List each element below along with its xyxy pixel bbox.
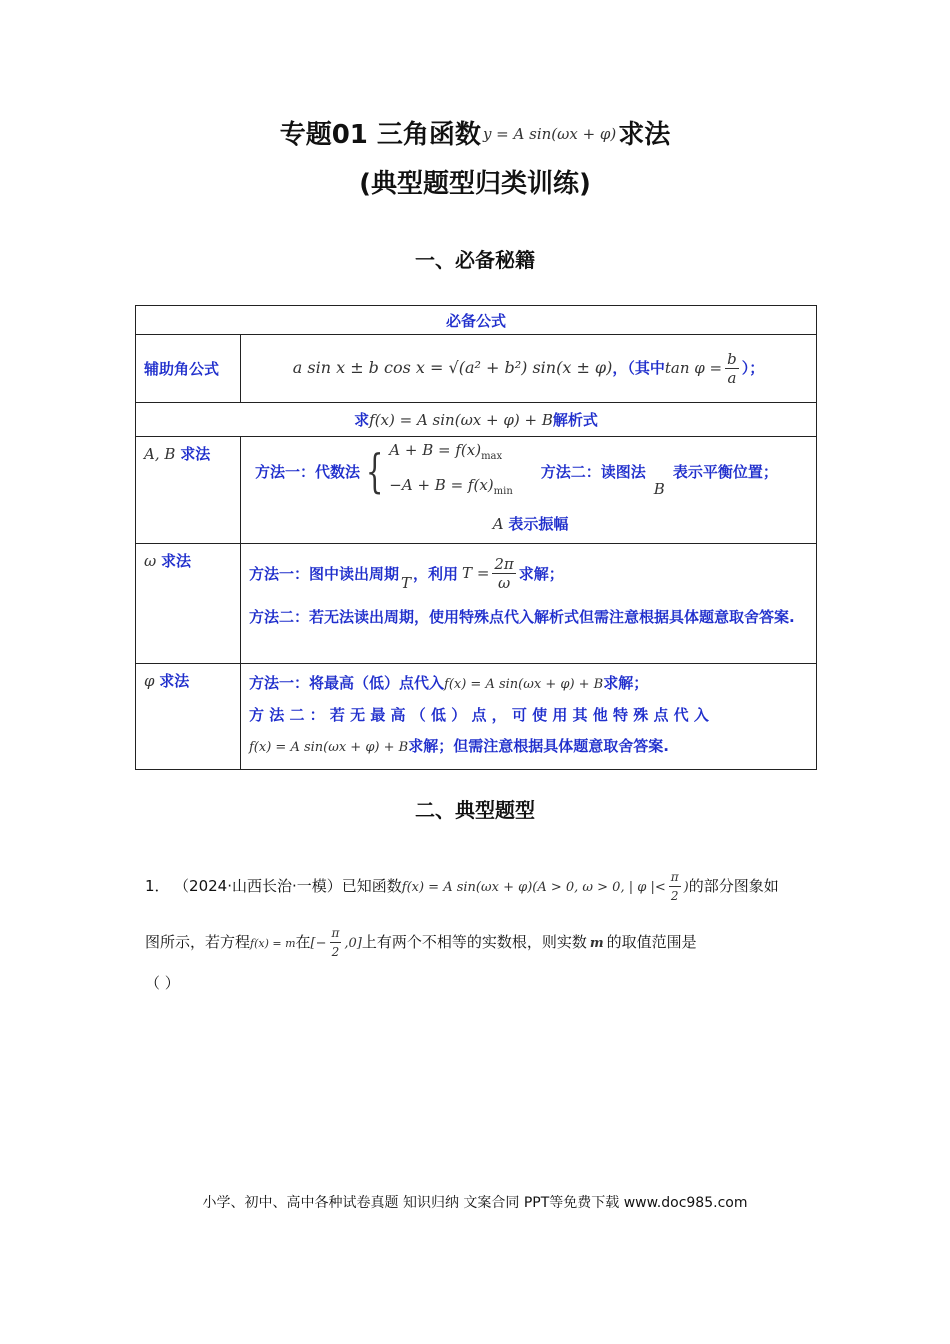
b-meaning: 表示平衡位置；	[672, 462, 778, 481]
omega-label: ω 求法	[136, 544, 241, 664]
answer-paren: （ ）	[145, 974, 180, 992]
table-header: 必备公式	[136, 306, 817, 335]
equation-f-eq-m: f(x) = m	[250, 937, 296, 950]
section-heading-2: 二、典型题型	[415, 798, 535, 822]
question-function: f(x) = A sin(ωx + φ)(A > 0, ω > 0, | φ |<	[401, 880, 666, 895]
omega-methods: 方法一：图中读出周期 T ，利用 T = $\frac{2\pi}{\omega}$ 求解； 方法二：若无法读出周期，使用特殊点代入解析式但需注意根据具体题意取舍答案.	[241, 544, 817, 664]
question-number: 1．	[145, 877, 170, 895]
phi-methods: 方法一：将最高（低）点代入f(x) = A sin(ωx + φ) + B求解； 方 法 二 ： 若 无 最 高 （ 低 ） 点 ， 可 使 用 其 他 特 殊 点 代 入 f(x) = A sin(ωx + φ) + B求解；但需注意根据具体题意取舍答案.	[241, 664, 817, 770]
ab-method-2: 方法二：读图法	[540, 462, 646, 481]
tan-expr: tan φ =	[664, 359, 723, 377]
ab-system: $A + B = f(x)_{max}$ $-A + B = f(x)_{min}$	[389, 441, 513, 497]
page-title	[0, 116, 950, 153]
b-symbol: B	[653, 480, 665, 498]
b-over-a-fraction: $\frac{b}{a}$	[727, 350, 737, 387]
page-subtitle: (典型题型归类训练)	[359, 169, 591, 199]
ab-label: A, B 求法	[136, 437, 241, 544]
aux-angle-label: 辅助角公式	[136, 335, 241, 403]
interval-pi-over-2: $\frac{\pi}{2}$	[331, 926, 340, 959]
omega-method-1: 方法一：图中读出周期	[249, 564, 400, 583]
ab-method-1: 方法一：代数法	[255, 462, 361, 481]
aux-angle-formula-cell	[241, 335, 817, 403]
phi-method-1: 方法一：将最高（低）点代入	[249, 674, 445, 692]
a-meaning: 表示振幅	[508, 515, 569, 533]
ab-methods: 方法一：代数法 { $A + B = f(x)_{max}$ $-A + B = f(x)_{min}$ 方法二：读图法 B 表示平衡位置； A 表示振幅	[241, 437, 817, 544]
solve-formula: f(x) = A sin(ωx + φ) + B	[369, 411, 553, 429]
formula-table	[135, 305, 817, 770]
title-formula: y = A sin(ωx + φ)	[482, 125, 617, 143]
title-prefix: 专题01 三角函数	[279, 120, 481, 150]
period-fraction: $\frac{2\pi}{\omega}$	[494, 554, 514, 592]
phi-method-2: 方 法 二 ： 若 无 最 高 （ 低 ） 点 ， 可 使 用 其 他 特 殊 点 代 入	[249, 706, 709, 724]
aux-angle-formula: a sin x ± b cos x = √(a² + b²) sin(x ± φ)	[292, 358, 613, 377]
pi-over-2: $\frac{\pi}{2}$	[670, 870, 679, 903]
aux-note-prefix: ，（其中	[612, 359, 665, 377]
aux-note-suffix: ）；	[741, 359, 765, 377]
omega-method-2: 方法二：若无法读出周期，使用特殊点代入解析式但需注意根据具体题意取舍答案.	[249, 608, 795, 626]
question-line-1: 1． （2024·山西长治·一模）已知函数f(x) = A sin(ωx + φ)(A > 0, ω > 0, | φ |< $\frac{\pi}{2}$ )的部分图象如	[145, 870, 779, 903]
section-heading-1: 一、必备秘籍	[415, 248, 535, 272]
question-line-2: 图所示，若方程f(x) = m在[− $\frac{\pi}{2}$ ,0]上有两个不相等的实数根，则实数 m 的取值范围是	[145, 926, 697, 959]
brace-icon: {	[365, 444, 384, 498]
footer-text: 小学、初中、高中各种试卷真题 知识归纳 文案合同 PPT等免费下载 www.doc985.com	[202, 1195, 748, 1211]
solve-row: 求f(x) = A sin(ωx + φ) + B解析式	[136, 403, 817, 437]
title-suffix: 求法	[618, 120, 671, 150]
phi-label: φ 求法	[136, 664, 241, 770]
